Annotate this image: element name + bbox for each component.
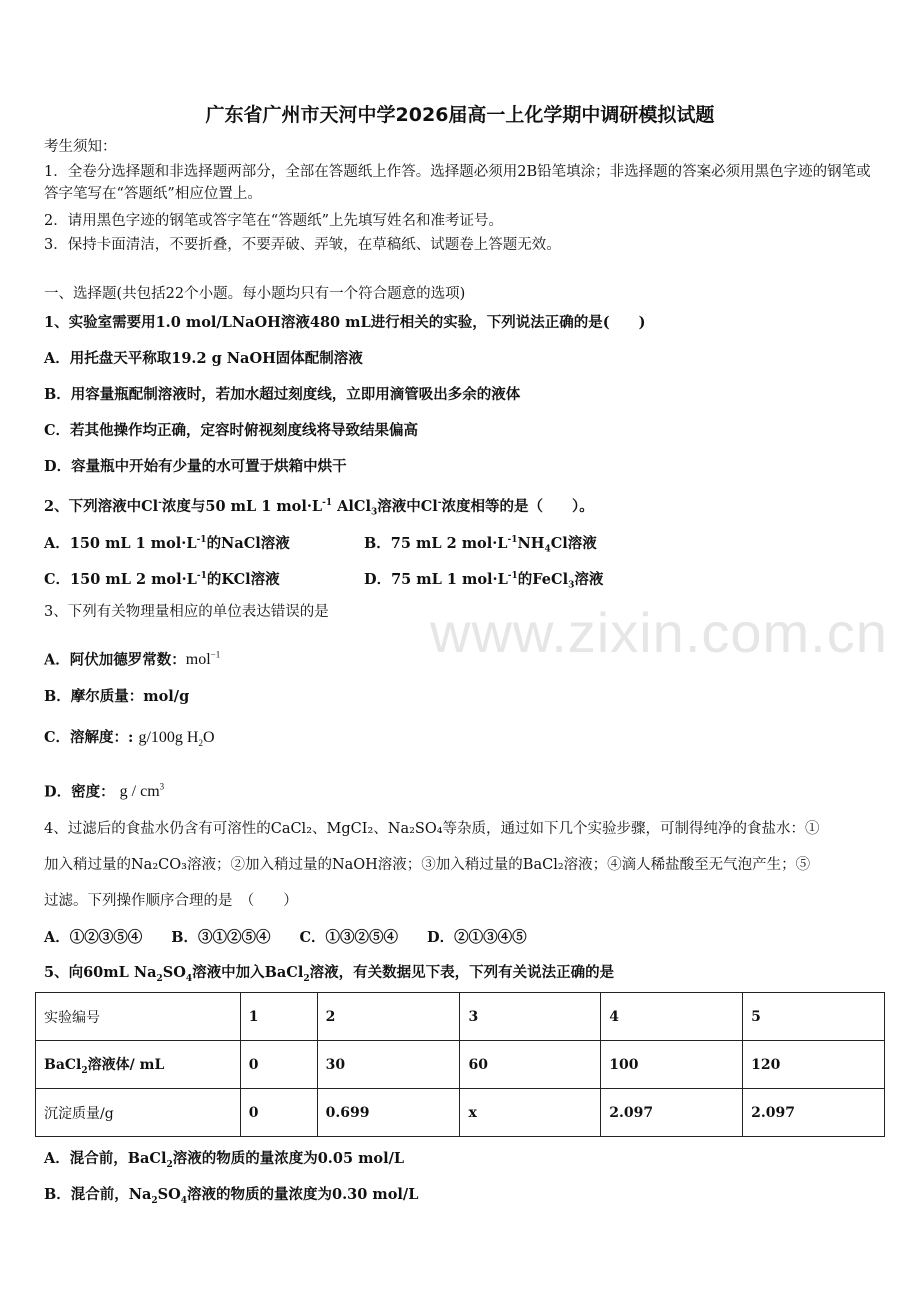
notice-item-3: 3．保持卡面清洁，不要折叠，不要弄破、弄皱，在草稿纸、试题卷上答题无效。 bbox=[44, 237, 561, 253]
table-cell: 100 bbox=[601, 1041, 743, 1089]
q3-option-d: D．密度： g / $cm^3$ bbox=[44, 782, 165, 801]
table-cell: 沉淀质量/g bbox=[36, 1089, 241, 1137]
q5-option-b: B．混合前，$Na_2SO_4$溶液的物质的量浓度为0.30 mol/L bbox=[44, 1186, 419, 1206]
table-cell: 2.097 bbox=[743, 1089, 885, 1137]
q2-option-b: B．75 mL 2 $mol\cdot L^{-1}NH_4Cl$溶液 bbox=[364, 534, 597, 555]
table-cell: 实验编号 bbox=[36, 993, 241, 1041]
table-cell: 5 bbox=[743, 993, 885, 1041]
q4-line-1: 4、过滤后的食盐水仍含有可溶性的CaCl₂、MgCI₂、Na₂SO₄等杂质，通过如下几个实验步骤，可制得纯净的食盐水：① bbox=[44, 821, 820, 837]
q2-option-d: D．75 mL 1 $mol\cdot L^{-1}$的FeCl$_3$溶液 bbox=[364, 570, 604, 591]
table-cell: 30 bbox=[317, 1041, 460, 1089]
q1-option-a: A．用托盘天平称取19.2 g NaOH固体配制溶液 bbox=[44, 350, 363, 367]
watermark: www.zixin.com.cn bbox=[430, 601, 888, 664]
q4-line-3: 过滤。下列操作顺序合理的是 （ ） bbox=[44, 893, 298, 909]
q4-options: A．①②③⑤④ B．③①②⑤④ C．①③②⑤④ D．②①③④⑤ bbox=[44, 929, 527, 946]
table-row bbox=[36, 1041, 885, 1089]
table-cell: 60 bbox=[460, 1041, 601, 1089]
q3-option-c: C．溶解度：: g/100g $H_2O$ bbox=[44, 729, 215, 749]
table-cell: 120 bbox=[743, 1041, 885, 1089]
q2-option-c: C．150 mL 2 $mol\cdot L^{-1}$的KCl溶液 bbox=[44, 570, 280, 588]
table-cell: 3 bbox=[460, 993, 601, 1041]
q2-option-a: A．150 mL 1 $mol\cdot L^{-1}$的NaCl溶液 bbox=[44, 534, 290, 552]
notice-item-2: 2．请用黑色字迹的钢笔或答字笔在“答题纸”上先填写姓名和准考证号。 bbox=[44, 213, 504, 229]
q3-stem: 3、下列有关物理量相应的单位表达错误的是 bbox=[44, 604, 329, 620]
q5-data-table bbox=[35, 992, 885, 1137]
table-row bbox=[36, 1089, 885, 1137]
q1-stem: 1、实验室需要用1.0 mol/LNaOH溶液480 mL进行相关的实验，下列说法正确的是( ) bbox=[44, 314, 646, 331]
q4-line-2: 加入稍过量的Na₂CO₃溶液；②加入稍过量的NaOH溶液；③加入稍过量的BaCl₂溶液；④滴人稀盐酸至无气泡产生；⑤ bbox=[44, 857, 811, 873]
q5-stem: 5、向60mL $Na_2SO_4$溶液中加入BaCl$_2$溶液，有关数据见下表，下列有关说法正确的是 bbox=[44, 964, 615, 984]
q5-option-a: A．混合前，BaCl$_2$溶液的物质的量浓度为0.05 mol/L bbox=[44, 1150, 405, 1170]
table-cell: 0 bbox=[240, 1041, 317, 1089]
table-cell: 2.097 bbox=[601, 1089, 743, 1137]
table-row bbox=[36, 993, 885, 1041]
table-cell: 2 bbox=[317, 993, 460, 1041]
table-cell: 1 bbox=[240, 993, 317, 1041]
section-heading: 一、选择题(共包括22个小题。每小题均只有一个符合题意的选项) bbox=[44, 286, 466, 302]
notice-heading: 考生须知： bbox=[44, 139, 117, 155]
table-cell: 0.699 bbox=[317, 1089, 460, 1137]
q3-option-a: A．阿伏加德罗常数：mol$^{-1}$ bbox=[44, 650, 221, 669]
table-cell: x bbox=[460, 1089, 601, 1137]
q1-option-b: B．用容量瓶配制溶液时，若加水超过刻度线，立即用滴管吸出多余的液体 bbox=[44, 386, 521, 403]
table-cell: 4 bbox=[601, 993, 743, 1041]
table-cell: 0 bbox=[240, 1089, 317, 1137]
table-cell: BaCl$_2$溶液体/ mL bbox=[36, 1041, 241, 1089]
notice-item-1: 1．全卷分选择题和非选择题两部分，全部在答题纸上作答。选择题必须用2B铅笔填涂；非选择题的答案必须用黑色字迹的钢笔或答字笔写在“答题纸”相应位置上。 bbox=[44, 164, 871, 202]
q3-option-b: B．摩尔质量：mol/g bbox=[44, 688, 190, 705]
q2-stem: 2、下列溶液中Cl-浓度与50 mL 1 $mol\cdot L^{-1}$ AlCl$_3$溶液中Cl-浓度相等的是（ ）。 bbox=[44, 497, 594, 518]
q1-option-d: D．容量瓶中开始有少量的水可置于烘箱中烘干 bbox=[44, 458, 347, 475]
page-title: 广东省广州市天河中学2026届高一上化学期中调研模拟试题 bbox=[205, 104, 715, 126]
q1-option-c: C．若其他操作均正确，定容时俯视刻度线将导致结果偏高 bbox=[44, 422, 419, 439]
